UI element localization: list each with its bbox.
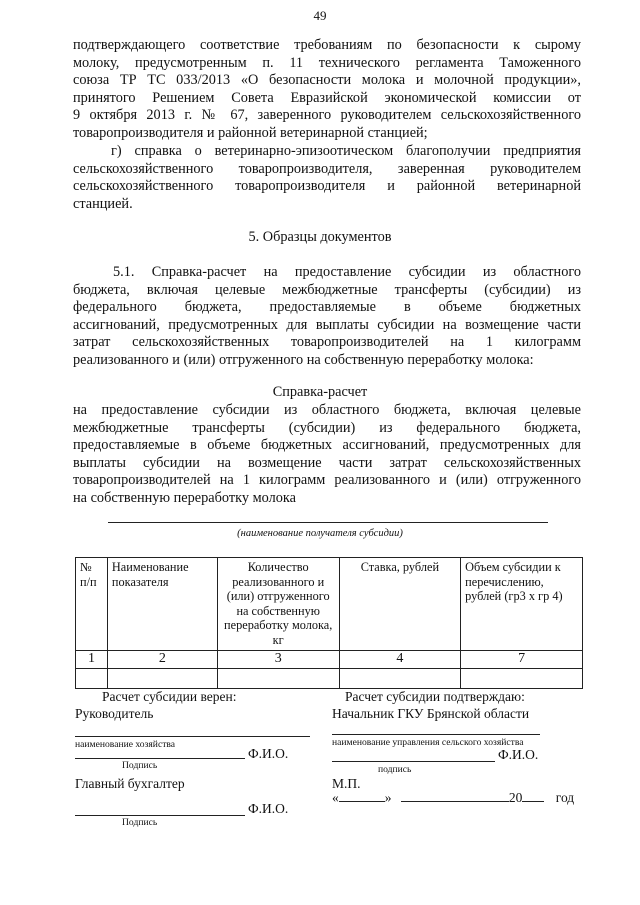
text-line: 5.1. Справка-расчет на предоставление субсидии из областного bbox=[113, 264, 581, 280]
text-line: на предоставление субсидии из областного бюджета, включая целевые bbox=[73, 402, 581, 418]
text-line: товаропроизводителя и районной ветеринарной станцией; bbox=[73, 124, 428, 141]
text-line: принятого Решением Совета Евразийской экономической комиссии от bbox=[73, 89, 581, 106]
fio-label: Ф.И.О. bbox=[248, 801, 289, 816]
signature-caption: Подпись bbox=[122, 817, 158, 828]
header-cell: Ставка, рублей bbox=[339, 558, 461, 651]
text-line: бюджета, включая целевые межбюджетные трансферты (субсидии) из bbox=[73, 281, 581, 298]
text-line: 9 октября 2013 г. № 67, заверенного руководителем сельскохозяйственного bbox=[73, 107, 581, 124]
table-cell[interactable] bbox=[76, 668, 108, 688]
signature-caption: подпись bbox=[378, 764, 412, 775]
farm-caption: наименование хозяйства bbox=[75, 739, 176, 750]
date-label bbox=[332, 790, 574, 806]
column-number: 1 bbox=[76, 651, 108, 669]
confirm-label: Расчет субсидии подтверждаю: bbox=[345, 689, 525, 704]
text-line: сельскохозяйственного товаропроизводителя и районной ветеринарной bbox=[73, 178, 581, 195]
column-number-row bbox=[76, 651, 583, 669]
form-title: Справка-расчет bbox=[272, 384, 368, 400]
fio-label: Ф.И.О. bbox=[248, 746, 289, 761]
intro-paragraph bbox=[73, 37, 581, 143]
column-number: 4 bbox=[339, 651, 461, 669]
column-number: 2 bbox=[107, 651, 217, 669]
year-label: год bbox=[555, 790, 575, 805]
stamp-label: М.П. bbox=[332, 776, 361, 791]
date-month-field[interactable] bbox=[401, 801, 509, 802]
table-row bbox=[76, 668, 583, 688]
header-cell: Наименование показателя bbox=[107, 558, 217, 651]
column-number: 7 bbox=[461, 651, 583, 669]
text-line: молоку, предусмотренным п. 11 технического регламента Таможенного bbox=[73, 54, 581, 71]
recipient-name-line[interactable] bbox=[108, 522, 548, 523]
text-line: ассигнований, предусмотренных для выплаты субсидии на возмещение части bbox=[73, 316, 581, 333]
dept-caption: наименование управления сельского хозяйства bbox=[332, 737, 524, 748]
table-cell[interactable] bbox=[107, 668, 217, 688]
item-g-paragraph bbox=[73, 143, 581, 213]
text-line: федерального бюджета, предоставляемые в объеме бюджетных bbox=[73, 299, 581, 316]
table-cell[interactable] bbox=[217, 668, 339, 688]
text-line: на собственную переработку молока bbox=[73, 489, 296, 506]
table-cell[interactable] bbox=[339, 668, 461, 688]
verified-label: Расчет субсидии верен: bbox=[102, 689, 237, 704]
accountant-signature-line[interactable] bbox=[75, 815, 245, 816]
date-close-quote: » bbox=[384, 790, 392, 805]
section-5-1-paragraph bbox=[73, 264, 581, 370]
text-line: межбюджетные трансферты (субсидии) из федерального бюджета, bbox=[73, 419, 581, 436]
chief-signature-line[interactable] bbox=[332, 761, 495, 762]
signature-caption: Подпись bbox=[122, 760, 158, 771]
text-line: сельскохозяйственного товаропроизводителя, заверенная руководителем bbox=[73, 160, 581, 177]
form-subtitle bbox=[73, 402, 581, 508]
text-line: союза ТР ТС 033/2013 «О безопасности молока и молочной продукции», bbox=[73, 72, 581, 89]
date-year-field[interactable] bbox=[522, 801, 544, 802]
fio-label: Ф.И.О. bbox=[498, 747, 539, 762]
text-line: затрат сельскохозяйственных товаропроизводителей на 1 килограмм bbox=[73, 334, 581, 351]
text-line: станцией. bbox=[73, 195, 133, 212]
date-open-quote: « bbox=[332, 790, 339, 805]
text-line: товаропроизводителей на 1 килограмм реализованного и (или) отгруженного bbox=[73, 472, 581, 489]
text-line: предоставляемые в объеме бюджетных ассигнований, предусмотренных для bbox=[73, 437, 581, 454]
header-cell: Объем субсидии к перечислению, рублей (гр3 х гр 4) bbox=[461, 558, 583, 651]
accountant-label: Главный бухгалтер bbox=[75, 776, 185, 791]
year-prefix: 20 bbox=[508, 790, 523, 805]
head-label: Руководитель bbox=[75, 706, 154, 721]
subsidy-table bbox=[75, 557, 583, 689]
column-number: 3 bbox=[217, 651, 339, 669]
table-header-row bbox=[76, 558, 583, 651]
text-line: г) справка о ветеринарно-эпизоотическом благополучии предприятия bbox=[111, 143, 581, 159]
farm-name-line[interactable] bbox=[75, 736, 310, 737]
text-line: подтверждающего соответствие требованиям по безопасности к сырому bbox=[73, 37, 581, 53]
table-cell[interactable] bbox=[461, 668, 583, 688]
text-line: выплаты субсидии на возмещение части затрат сельскохозяйственных bbox=[73, 454, 581, 471]
head-signature-line[interactable] bbox=[75, 758, 245, 759]
header-cell: Количество реализованного и (или) отгруженного на собственную переработку молока, кг bbox=[217, 558, 339, 651]
date-day-field[interactable] bbox=[339, 801, 385, 802]
dept-name-line[interactable] bbox=[332, 734, 540, 735]
chief-label: Начальник ГКУ Брянской области bbox=[332, 706, 530, 721]
section-heading: 5. Образцы документов bbox=[248, 229, 392, 245]
recipient-caption: (наименование получателя субсидии) bbox=[237, 528, 403, 539]
page-number: 49 bbox=[313, 8, 327, 23]
text-line: реализованного и (или) отгруженного на собственную переработку молока: bbox=[73, 351, 534, 368]
header-cell: № п/п bbox=[76, 558, 108, 651]
